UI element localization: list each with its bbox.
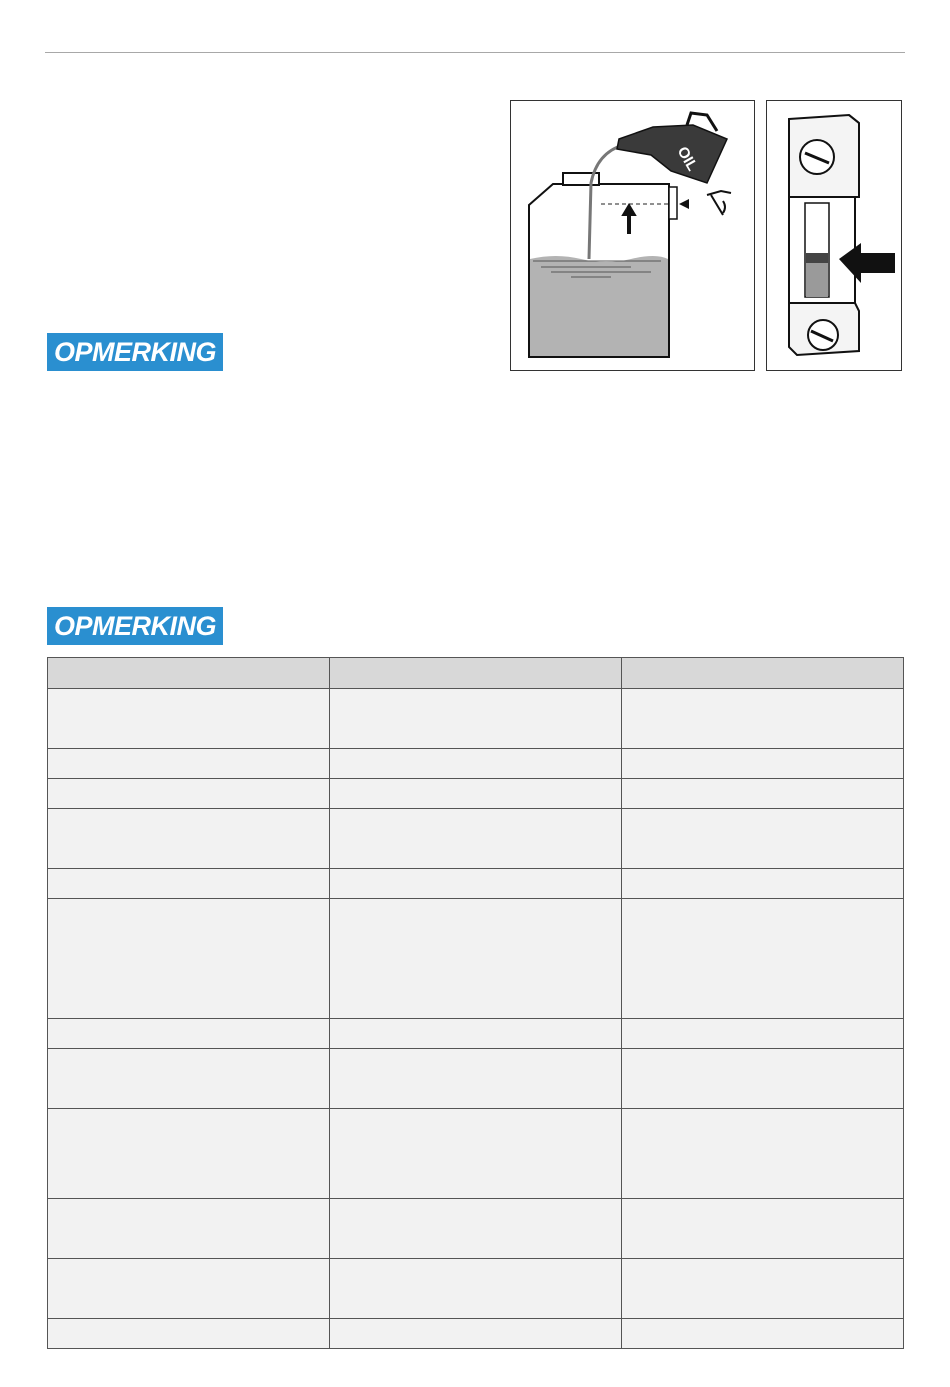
table-cell [622,1049,904,1109]
table-cell [622,1109,904,1199]
table-header-cell [48,658,330,689]
table-cell [330,899,622,1019]
table-cell [622,1259,904,1319]
table-cell [622,809,904,869]
table-cell [48,1259,330,1319]
data-table [47,657,904,1349]
table-cell [622,899,904,1019]
table-cell [48,809,330,869]
table-row [48,1259,904,1319]
table-cell [48,899,330,1019]
table-cell [622,1319,904,1349]
header-rule [45,52,905,53]
table-row [48,1019,904,1049]
table-cell [48,1109,330,1199]
table-cell [48,1019,330,1049]
table-cell [622,869,904,899]
table-cell [622,749,904,779]
table-cell [48,749,330,779]
table-cell [48,869,330,899]
table-cell [48,1319,330,1349]
oil-can-icon [617,113,727,183]
table-cell [48,689,330,749]
table-cell [330,1109,622,1199]
table-cell [330,1049,622,1109]
table-cell [330,689,622,749]
oil-filling-figure [510,100,755,371]
table-cell [330,809,622,869]
table-row [48,1319,904,1349]
table-cell [622,689,904,749]
table-cell [622,779,904,809]
table-cell [330,1019,622,1049]
table-cell [330,869,622,899]
note-label: OPMERKING [47,333,223,371]
note-label: OPMERKING [47,607,223,645]
table-header-row [48,658,904,689]
table-row [48,1199,904,1259]
table-row [48,689,904,749]
oil-can-label: OIL [673,143,701,174]
table-cell [330,779,622,809]
table-row [48,749,904,779]
sight-glass-figure [766,100,902,371]
table-row [48,809,904,869]
table-header-cell [622,658,904,689]
table-row [48,869,904,899]
eye-icon [707,191,731,215]
table-header-cell [330,658,622,689]
table-row [48,1049,904,1109]
table-cell [48,1199,330,1259]
sight-glass-icon [767,101,903,372]
table-row [48,1109,904,1199]
table-row [48,779,904,809]
table-cell [48,779,330,809]
table-cell [330,1199,622,1259]
table-cell [330,1319,622,1349]
table-row [48,899,904,1019]
table-cell [622,1019,904,1049]
table-cell [330,1259,622,1319]
oil-filling-icon [511,101,756,372]
table-cell [48,1049,330,1109]
table-cell [622,1199,904,1259]
table-cell [330,749,622,779]
